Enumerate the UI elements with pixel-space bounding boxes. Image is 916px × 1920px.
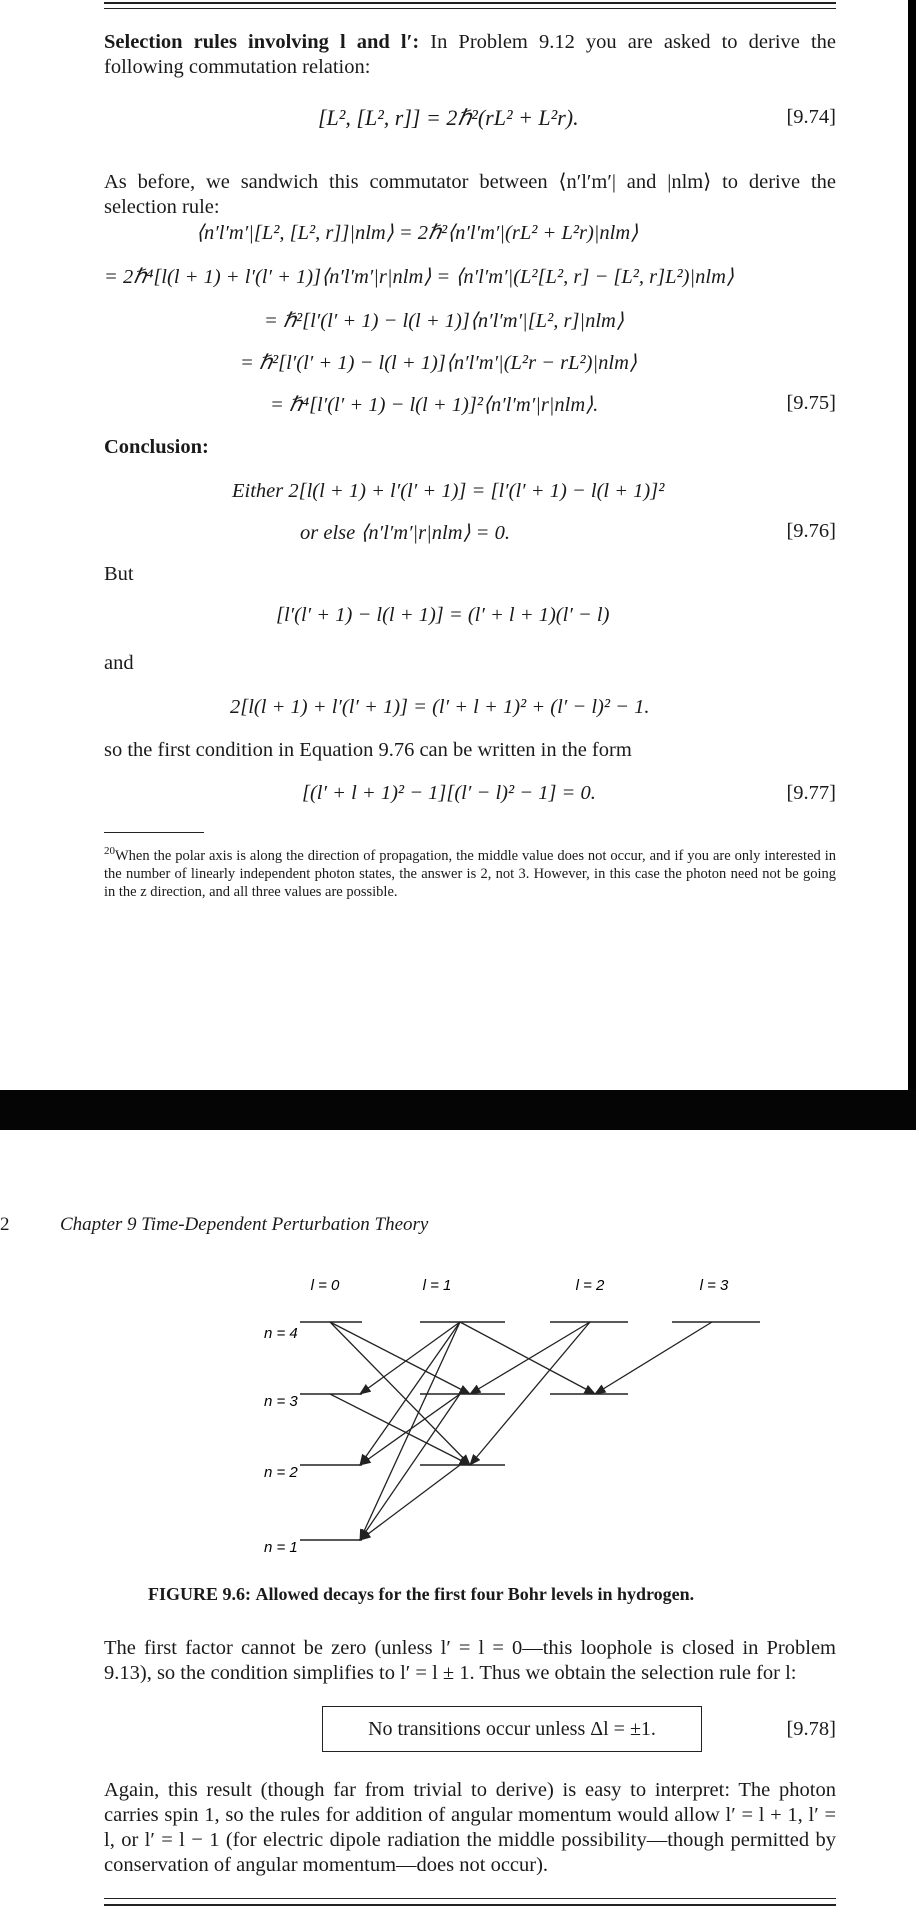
decay-arrow: [360, 1394, 460, 1465]
level-label-n3: n = 3: [264, 1393, 298, 1410]
and-label: and: [104, 652, 134, 674]
decay-arrow: [460, 1322, 595, 1394]
but-label: But: [104, 563, 134, 585]
equation-9-77-number: [9.77]: [786, 782, 836, 804]
decay-arrow: [330, 1322, 470, 1394]
equation-9-76-number: [9.76]: [786, 520, 836, 542]
equation-9-74: [L², [L², r]] = 2ℏ²(rL² + L²r).: [318, 105, 579, 130]
scan-edge-right: [908, 0, 916, 1130]
top-rule-2: [104, 8, 836, 9]
decay-arrow: [360, 1465, 460, 1540]
so-paragraph: so the first condition in Equation 9.76 can be written in the form: [104, 739, 632, 761]
caption-label: FIGURE 9.6:: [148, 1584, 251, 1604]
level-label-n4: n = 4: [264, 1325, 298, 1342]
but-equation: [l′(l′ + 1) − l(l + 1)] = (l′ + l + 1)(l′ − l): [276, 604, 610, 626]
level-label-n2: n = 2: [264, 1464, 298, 1481]
column-label-l1: l = 1: [422, 1277, 452, 1294]
column-label-l0: l = 0: [310, 1277, 340, 1294]
equation-9-76-line-2: or else ⟨n′l′m′|r|nlm⟩ = 0.: [300, 522, 511, 544]
equation-9-76-line-1: Either 2[l(l + 1) + l′(l′ + 1)] = [l′(l′ + 1) − l(l + 1)]²: [232, 480, 665, 502]
footnote: [104, 842, 836, 901]
chapter-header: Chapter 9 Time-Dependent Perturbation Theory: [60, 1214, 429, 1235]
column-label-l2: l = 2: [575, 1277, 605, 1294]
interpretation-paragraph: Again, this result (though far from trivial to derive) is easy to interpret: The photon carries spin 1, so the rules for addition of angular momentum would allow l′ = l + 1, l′ = l, or l′ = l − 1 (for electric dipole radiation the middle possibility—though permitted by conservation of angular momentum—does not occur).: [104, 1779, 836, 1876]
column-label-l3: l = 3: [699, 1277, 729, 1294]
equation-9-74-number: [9.74]: [786, 106, 836, 128]
decay-diagram: [0, 1260, 916, 1580]
decay-arrow: [360, 1322, 460, 1540]
conclusion-label: Conclusion:: [104, 436, 209, 458]
equation-9-75-line-1: ⟨n′l′m′|[L², [L², r]]|nlm⟩ = 2ℏ²⟨n′l′m′|(rL² + L²r)|nlm⟩: [196, 222, 639, 244]
equation-9-78-number: [9.78]: [786, 1718, 836, 1740]
bottom-rule-2: [104, 1904, 836, 1906]
equation-9-75-line-3: = ℏ²[l′(l′ + 1) − l(l + 1)]⟨n′l′m′|[L², r]|nlm⟩: [264, 310, 624, 332]
equation-9-75-line-2: = 2ℏ⁴[l(l + 1) + l′(l′ + 1)]⟨n′l′m′|r|nlm⟩ = ⟨n′l′m′|(L²[L², r] − [L², r]L²)|nlm⟩: [104, 266, 734, 288]
first-factor-paragraph: The first factor cannot be zero (unless l′ = l = 0—this loophole is closed in Problem 9.13), so the condition simplifies to l′ = l ± 1. Thus we obtain the selection rule for l:: [104, 1637, 836, 1684]
sandwich-paragraph: As before, we sandwich this commutator between ⟨n′l′m′| and |nlm⟩ to derive the selection rule:: [104, 171, 836, 218]
equation-9-75-line-5: = ℏ⁴[l′(l′ + 1) − l(l + 1)]²⟨n′l′m′|r|nlm⟩.: [270, 394, 599, 416]
selection-heading: Selection rules involving l and l′:: [104, 31, 420, 53]
decay-arrow: [595, 1322, 712, 1394]
selection-paragraph: [104, 30, 836, 80]
figure-caption: [148, 1584, 694, 1605]
page-separator-band: [0, 1090, 916, 1130]
footnote-rule: [104, 832, 204, 833]
level-label-n1: n = 1: [264, 1539, 298, 1556]
bottom-rule-1: [104, 1898, 836, 1899]
footnote-text: When the polar axis is along the direction of propagation, the middle value does not occur, and if you are only interested in the number of linearly independent photon states, the answer is 2, not 3. However, in this case the photon need not be going in the z direction, and all three values are possible.: [104, 847, 836, 900]
equation-9-75-line-4: = ℏ²[l′(l′ + 1) − l(l + 1)]⟨n′l′m′|(L²r − rL²)|nlm⟩: [240, 352, 637, 374]
decay-arrow: [360, 1394, 460, 1540]
decay-arrow: [470, 1322, 590, 1394]
top-rule-1: [104, 2, 836, 4]
equation-9-75-number: [9.75]: [786, 392, 836, 414]
footnote-mark: 20: [104, 845, 115, 857]
equation-9-77: [(l′ + l + 1)² − 1][(l′ − l)² − 1] = 0.: [302, 782, 596, 804]
page-number: 2: [0, 1214, 10, 1235]
caption-text: Allowed decays for the first four Bohr levels in hydrogen.: [255, 1584, 695, 1604]
selection-rule-box: No transitions occur unless Δl = ±1.: [322, 1706, 702, 1752]
selection-intro: In Problem 9.12 you are asked to derive the following commutation relation:: [104, 31, 836, 78]
decay-arrow: [360, 1322, 460, 1394]
and-equation: 2[l(l + 1) + l′(l′ + 1)] = (l′ + l + 1)² + (l′ − l)² − 1.: [230, 696, 650, 718]
